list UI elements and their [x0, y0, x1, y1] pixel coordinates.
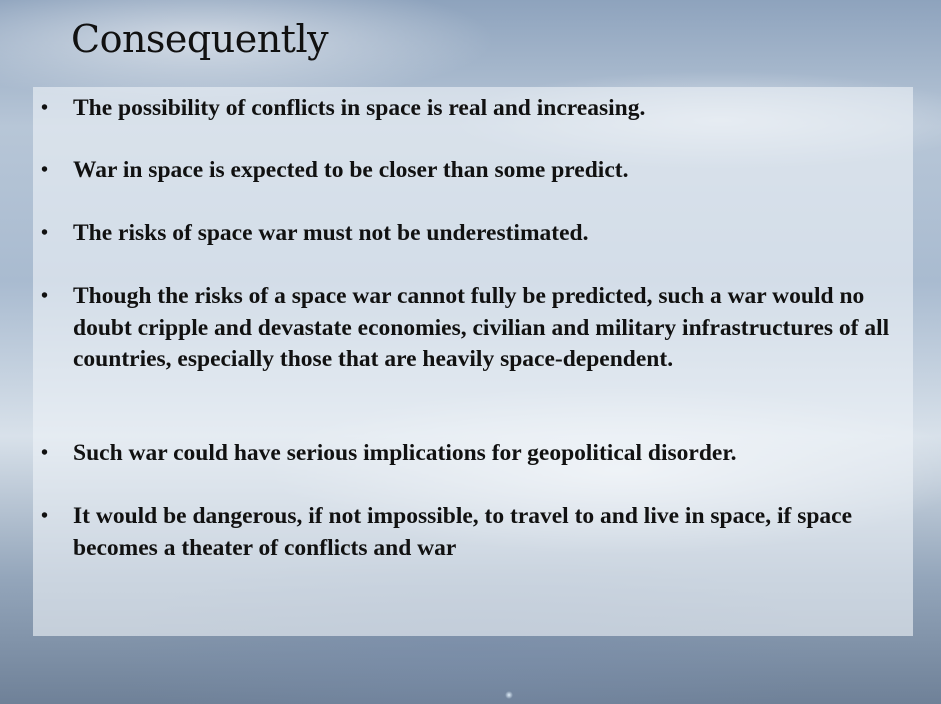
- bullet-dot-icon: •: [41, 159, 49, 181]
- bullet-item: [41, 281, 903, 376]
- bullet-text: The possibility of conflicts in space is real and increasing.: [73, 95, 646, 121]
- bullet-dot-icon: •: [41, 505, 49, 527]
- bullet-dot-icon: •: [41, 222, 49, 244]
- bullet-item: [41, 438, 903, 470]
- bullet-item: [41, 155, 903, 187]
- slide-title: Consequently: [71, 17, 329, 61]
- bullet-text: War in space is expected to be closer than some predict.: [73, 157, 629, 183]
- bullet-text: It would be dangerous, if not impossible, to travel to and live in space, if space becomes a theater of conflicts and war: [73, 503, 853, 561]
- bullet-text: The risks of space war must not be underestimated.: [73, 220, 589, 246]
- bullet-item: [41, 501, 903, 564]
- bullet-dot-icon: •: [41, 442, 49, 464]
- bullet-text: Such war could have serious implications for geopolitical disorder.: [73, 440, 737, 466]
- bullet-dot-icon: •: [41, 97, 49, 119]
- bullet-dot-icon: •: [41, 285, 49, 307]
- bullet-item: [41, 93, 903, 125]
- bullet-item: [41, 218, 903, 250]
- background-light-spot: [505, 691, 513, 699]
- content-panel: [33, 87, 913, 636]
- bullet-text: Though the risks of a space war cannot fully be predicted, such a war would no doubt cripple and devastate economies, civilian and military infrastructures of all countries, especially those that are heavily space-dependent.: [73, 283, 890, 372]
